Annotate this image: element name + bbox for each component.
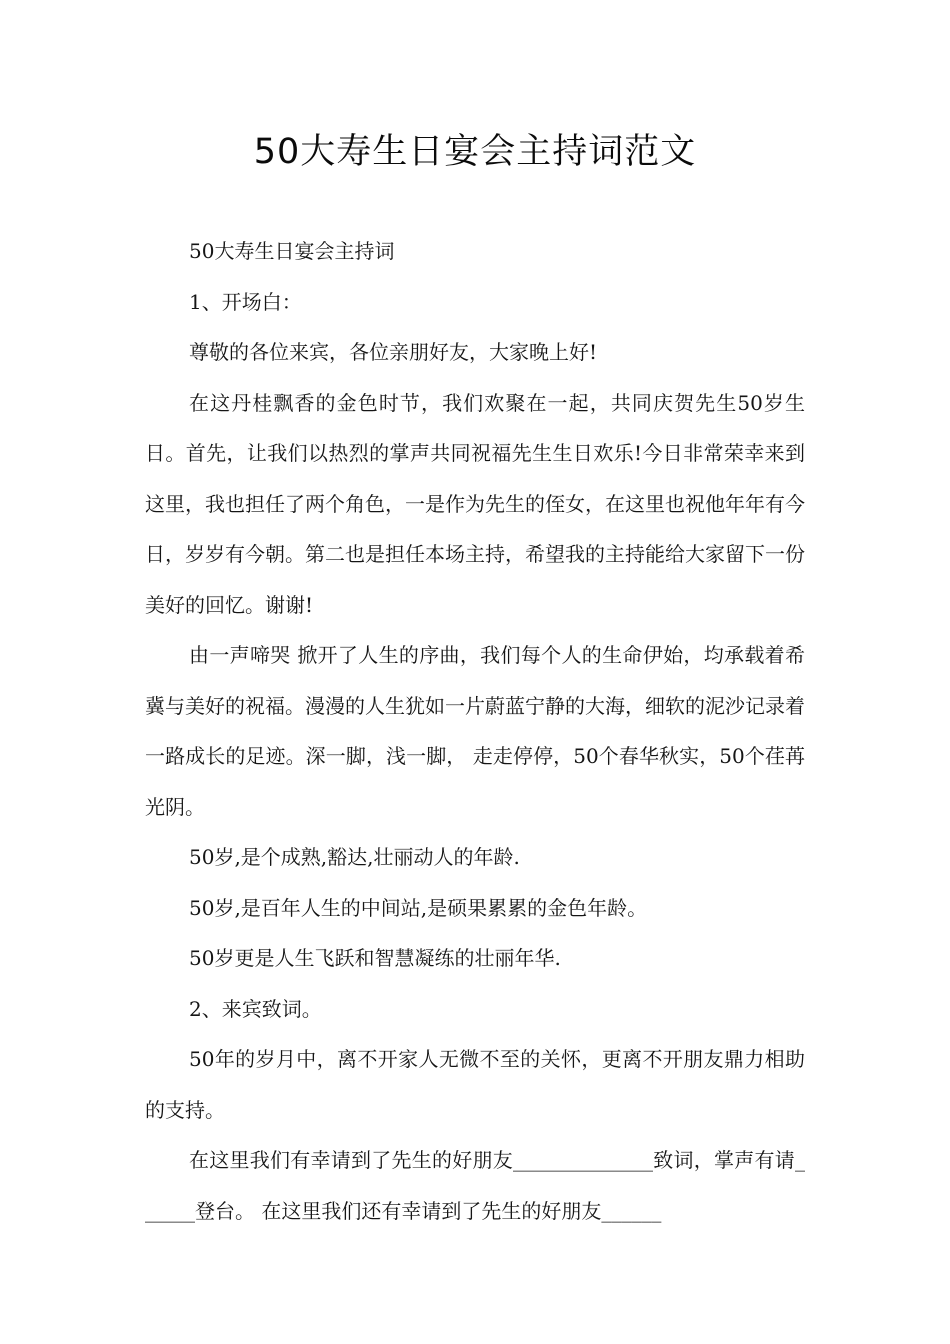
- paragraph: 1、开场白：: [189, 289, 302, 314]
- paragraph: 50年的岁月中，离不开家人无微不至的关怀，更离不开朋友鼎力相助的支持。: [145, 1047, 805, 1122]
- paragraph: 尊敬的各位来宾，各位亲朋好友，大家晚上好!: [189, 340, 598, 364]
- paragraph: 2、来宾致词。: [189, 996, 322, 1021]
- paragraph: 在这里我们有幸请到了先生的好朋友______________致词，掌声有请______登台。 在这里我们还有幸请到了先生的好朋友______: [145, 1148, 805, 1223]
- paragraph: 50岁更是人生飞跃和智慧凝练的壮丽年华.: [189, 946, 561, 970]
- paragraph: 50岁,是个成熟,豁达,壮丽动人的年龄.: [189, 845, 520, 869]
- paragraph: 由一声啼哭 掀开了人生的序曲，我们每个人的生命伊始，均承载着希冀与美好的祝福。漫漫的人生犹如一片蔚蓝宁静的大海，细软的泥沙记录着一路成长的足迹。深一脚，浅一脚， 走走停停，50个春华秋实，50个荏苒光阴。: [145, 643, 805, 819]
- document-title: 50大寿生日宴会主持词范文: [253, 132, 697, 172]
- paragraph: 在这丹桂飘香的金色时节，我们欢聚在一起，共同庆贺先生50岁生日。首先，让我们以热烈的掌声共同祝福先生生日欢乐!今日非常荣幸来到这里，我也担任了两个角色，一是作为先生的侄女，在这里也祝他年年有今日，岁岁有今朝。第二也是担任本场主持，希望我的主持能给大家留下一份美好的回忆。谢谢!: [145, 390, 805, 617]
- paragraph: 50大寿生日宴会主持词: [189, 239, 395, 263]
- paragraph: 50岁,是百年人生的中间站,是硕果累累的金色年龄。: [189, 895, 648, 920]
- document-body: [145, 226, 805, 1236]
